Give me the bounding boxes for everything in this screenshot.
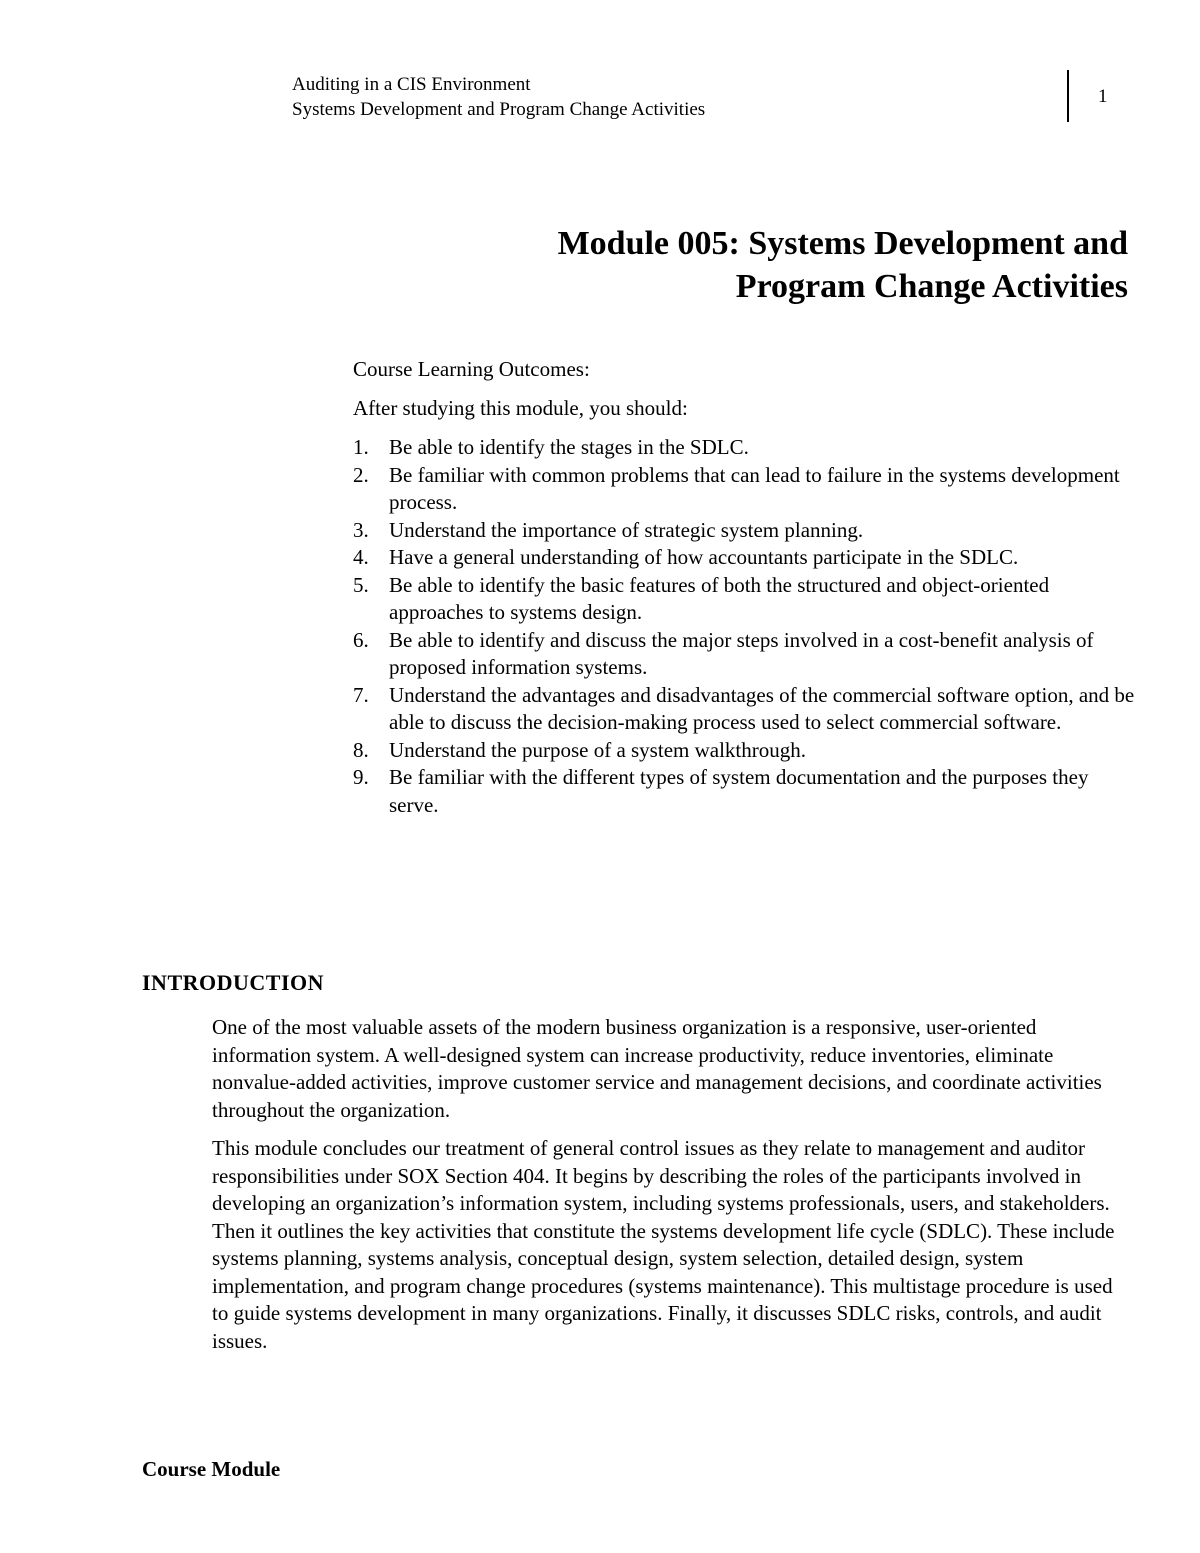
outcomes-heading: Course Learning Outcomes: [353, 357, 590, 381]
list-item-number: 9. [353, 765, 369, 789]
list-item [353, 682, 1143, 737]
module-title-line-2: Program Change Activities [735, 268, 1128, 305]
list-item-number: 2. [353, 462, 369, 487]
list-item-text: Be able to identify and discuss the major steps involved in a cost-benefit analysis of proposed information systems. [389, 627, 1094, 679]
list-item-text: Be familiar with the different types of system documentation and the purposes they serve. [389, 765, 1089, 817]
list-item [353, 462, 1143, 517]
list-item-text: Understand the purpose of a system walkthrough. [389, 737, 806, 762]
list-item-number: 8. [353, 737, 369, 762]
list-item-text: Understand the importance of strategic system planning. [389, 517, 864, 542]
page-footer: Course Module [142, 1457, 281, 1481]
paragraph: This module concludes our treatment of general control issues as they relate to management and auditor responsibilities under SOX Section 404. It begins by describing the roles of the participants involved in developing an organization’s information system, including systems professionals, users, and stakeholders. Then it outlines the key activities that constitute the systems development life cycle (SDLC). These include systems planning, systems analysis, conceptual design, system selection, detailed design, system implementation, and program change procedures (systems maintenance). This multistage procedure is used to guide systems development in many organizations. Finally, it discusses SDLC risks, controls, and audit issues. [212, 1136, 1115, 1353]
list-item [353, 434, 1143, 462]
list-item-text: Understand the advantages and disadvantages of the commercial software option, and be able to discuss the decision-making process used to select commercial software. [389, 682, 1135, 734]
paragraph: One of the most valuable assets of the modern business organization is a responsive, user-oriented information system. A well-designed system can increase productivity, reduce inventories, eliminate nonvalue-added activities, improve customer service and management decisions, and coordinate activities throughout the organization. [212, 1015, 1102, 1122]
list-item-number: 3. [353, 517, 369, 542]
header-divider [1067, 70, 1069, 122]
list-item-text: Be familiar with common problems that can lead to failure in the systems development process. [389, 462, 1120, 514]
list-item-number: 4. [353, 545, 369, 569]
list-item [353, 627, 1143, 682]
list-item-number: 7. [353, 682, 369, 707]
learning-outcomes [353, 356, 1143, 819]
outcomes-intro: After studying this module, you should: [353, 396, 688, 420]
introduction-heading: INTRODUCTION [142, 970, 325, 995]
header-course-title: Auditing in a CIS Environment [292, 74, 531, 95]
list-item [353, 737, 1143, 765]
module-title-line-1: Module 005: Systems Development and [557, 225, 1128, 262]
list-item [353, 572, 1143, 627]
list-item [353, 517, 1143, 545]
module-title [558, 222, 1128, 308]
list-item-text: Be able to identify the basic features of both the structured and object-oriented approaches to systems design. [389, 572, 1050, 624]
running-header [292, 72, 705, 122]
list-item-text: Have a general understanding of how accountants participate in the SDLC. [389, 545, 1019, 569]
list-item-number: 6. [353, 627, 369, 652]
introduction-body [212, 1014, 1127, 1366]
list-item [353, 544, 1143, 572]
page-number: 1 [1098, 86, 1108, 107]
outcomes-list [353, 434, 1143, 819]
list-item-number: 5. [353, 572, 369, 597]
header-topic: Systems Development and Program Change Activities [292, 99, 706, 120]
list-item-number: 1. [353, 435, 369, 459]
list-item-text: Be able to identify the stages in the SDLC. [389, 435, 749, 459]
list-item [353, 764, 1143, 819]
